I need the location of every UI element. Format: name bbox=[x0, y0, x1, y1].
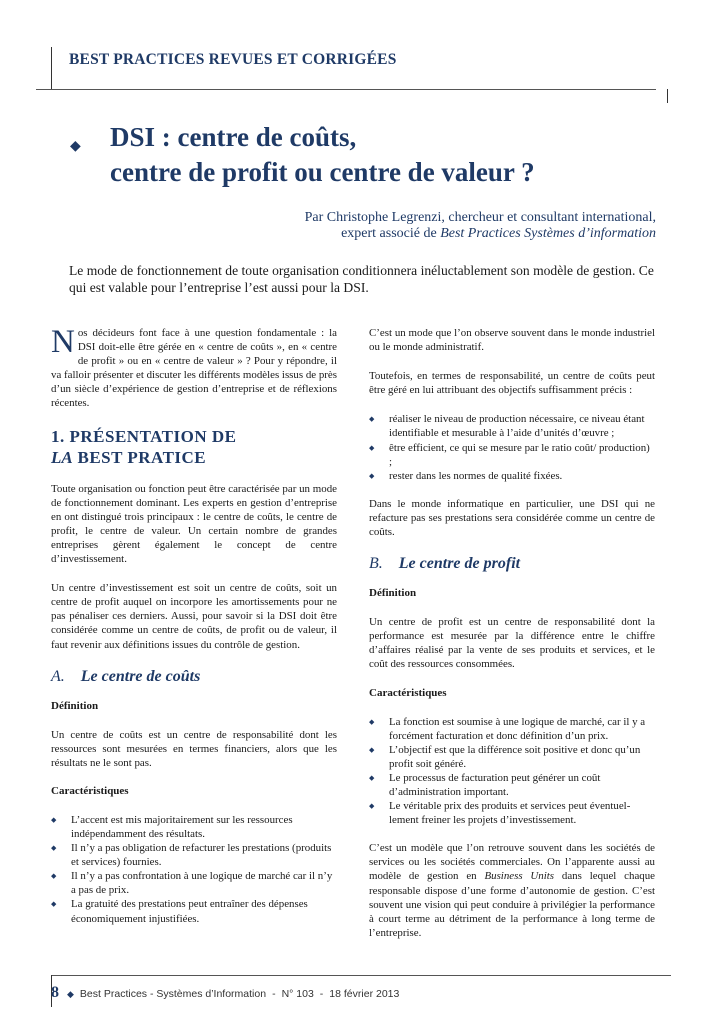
footer-issue: N° 103 bbox=[281, 988, 314, 1000]
title-bullet-icon: ◆ bbox=[70, 139, 81, 154]
footer-rule bbox=[51, 975, 671, 976]
section-header: BEST PRACTICES REVUES ET CORRIGÉES bbox=[69, 51, 397, 68]
characteristics-list bbox=[51, 813, 337, 926]
opening-text: os décideurs font face à une question fondamentale : la DSI doit-elle être gérée en « centre de coûts », en « centre de profit » ou en « centre de valeur » ? Pour y répondre, il va falloir présenter et discuter les différents modèles issus de près d’un siècle d’expérience de gestion d’entreprise et de réflexions récentes. bbox=[51, 327, 337, 410]
footer-date: 18 février 2013 bbox=[329, 988, 400, 1000]
list-item: ◆ Le processus de facturation peut générer un coût d’administration important. bbox=[369, 771, 655, 799]
footer-separator: - bbox=[319, 988, 324, 1000]
closing-text-em: Business Units bbox=[484, 870, 555, 883]
section-heading-1-line-1: 1. PRÉSENTATION DE bbox=[51, 426, 237, 446]
subheading-b bbox=[369, 554, 655, 573]
characteristics-list bbox=[369, 715, 655, 828]
section-heading-1 bbox=[51, 426, 337, 468]
header-rule bbox=[36, 89, 656, 90]
objectives-list bbox=[369, 412, 655, 482]
footer-bullet-icon: ◆ bbox=[67, 989, 74, 999]
closing-text-b: dans lequel chaque responsable dispose d’une forme d’autonomie de gestion. C’est souvent une vision qui peut conduire à privilégier la performance à court terme au détriment de la performance à long terme de l’entreprise. bbox=[369, 870, 655, 939]
closing-paragraph bbox=[369, 841, 655, 940]
list-item: ◆ Il n’y a pas obligation de refacturer les prestations (produits et services) fournies. bbox=[51, 841, 337, 869]
byline-line-2 bbox=[305, 226, 656, 242]
paragraph: C’est un mode que l’on observe souvent dans le monde industriel ou le monde administratif. bbox=[369, 327, 655, 354]
right-column bbox=[369, 326, 655, 955]
list-item: ◆ être efficient, ce qui se mesure par le ratio coût/ production) ; bbox=[369, 441, 655, 469]
paragraph: Un centre d’investissement est soit un centre de coûts, soit un centre de profit auquel on incorpore les amortissements pour ne pas pénaliser ces derniers. Aussi, pour savoir si la DSI doit être considérée comme un centre de coûts, de profit ou de valeur, il faut revenir aux définitions issues du contrôle de gestion. bbox=[51, 582, 337, 651]
paragraph: Toute organisation ou fonction peut être caractérisée par un mode de fonctionnement dominant. Les experts en gestion d’entreprise en ont distingué trois principaux : le centre de coûts, le centre de profit, le centre de valeur. Un certain nombre de grandes entreprises gèrent également le concept de centre d’investissement. bbox=[51, 482, 337, 566]
section-heading-1-article: LA bbox=[51, 447, 73, 467]
list-item: ◆ La gratuité des prestations peut entraîner des dépenses économiquement injustifiées. bbox=[51, 897, 337, 925]
footer-separator: - bbox=[272, 988, 276, 1000]
byline-prefix: expert associé de bbox=[341, 226, 441, 241]
closing-text-a: C’est un modèle que l’on retrouve souvent dans les sociétés de services ou les sociétés commerciales. On l’apparente aussi au modèle de gestion en bbox=[369, 842, 655, 883]
article-title bbox=[110, 120, 670, 190]
page-number: 8 bbox=[51, 984, 59, 1001]
characteristics-label: Caractéristiques bbox=[369, 686, 447, 699]
title-line-1: DSI : centre de coûts, bbox=[110, 122, 357, 152]
list-item: ◆ Le véritable prix des produits et services peut éventuel-lement freiner les projets d’investissement. bbox=[369, 799, 655, 827]
paragraph: Dans le monde informatique en particulier, une DSI qui ne refacture pas ses prestations sera considérée comme un centre de coûts. bbox=[369, 497, 655, 539]
characteristics-label: Caractéristiques bbox=[51, 784, 129, 797]
title-line-2: centre de profit ou centre de valeur ? bbox=[110, 157, 535, 187]
subheading-a bbox=[51, 667, 337, 686]
page-footer bbox=[51, 984, 671, 1002]
definition-label: Définition bbox=[51, 699, 99, 712]
subheading-b-text: Le centre de profit bbox=[398, 555, 521, 573]
list-item: ◆ Il n’y a pas confrontation à une logique de marché car il n’y a pas de prix. bbox=[51, 869, 337, 897]
crop-mark-top bbox=[51, 47, 52, 89]
paragraph: Un centre de coûts est un centre de responsabilité dont les ressources sont mesurées en termes financiers, alors que les résultats ne le sont pas. bbox=[51, 728, 337, 769]
list-item: ◆ L’objectif est que la différence soit positive et donc qu’un profit soit généré. bbox=[369, 743, 655, 771]
list-item: ◆ rester dans les normes de qualité fixées. bbox=[369, 469, 655, 483]
subheading-a-text: Le centre de coûts bbox=[80, 667, 201, 685]
paragraph: Toutefois, en termes de responsabilité, un centre de coûts peut être géré en lui attribuant des objectifs suffisamment précis : bbox=[369, 370, 655, 397]
byline-publication: Best Practices Systèmes d’information bbox=[440, 226, 656, 241]
paragraph: Un centre de profit est un centre de responsabilité dont la performance est mesurée par la différence entre le chiffre d’affaires réalisé par la vente de ses produits et services, et le coût des ressources consommées. bbox=[369, 616, 655, 671]
list-item: ◆ réaliser le niveau de production nécessaire, ce niveau étant identifiable et mesurable à l’aide d’unités d’œuvre ; bbox=[369, 412, 655, 440]
section-heading-1-rest: BEST PRATICE bbox=[72, 447, 207, 467]
footer-publication: Best Practices - Systèmes d’Information bbox=[79, 988, 267, 1000]
byline-line-1: Par Christophe Legrenzi, chercheur et consultant international, bbox=[304, 210, 656, 225]
subheading-a-letter: A. bbox=[51, 667, 65, 685]
list-item: ◆ L’accent est mis majoritairement sur les ressources indépendamment des résultats. bbox=[51, 813, 337, 841]
definition-label: Définition bbox=[369, 587, 417, 600]
opening-paragraph bbox=[51, 326, 337, 411]
left-column bbox=[51, 326, 337, 940]
subheading-b-letter: B. bbox=[369, 555, 383, 573]
crop-mark-right bbox=[667, 89, 668, 103]
drop-cap: N bbox=[51, 324, 75, 360]
list-item: ◆ La fonction est soumise à une logique de marché, car il y a forcément facturation et donc définition d’un prix. bbox=[369, 715, 655, 743]
byline bbox=[305, 210, 656, 242]
article-intro: Le mode de fonctionnement de toute organisation conditionnera inéluctablement son modèle de gestion. Ce qui est valable pour l’entreprise l’est aussi pour la DSI. bbox=[69, 263, 654, 295]
